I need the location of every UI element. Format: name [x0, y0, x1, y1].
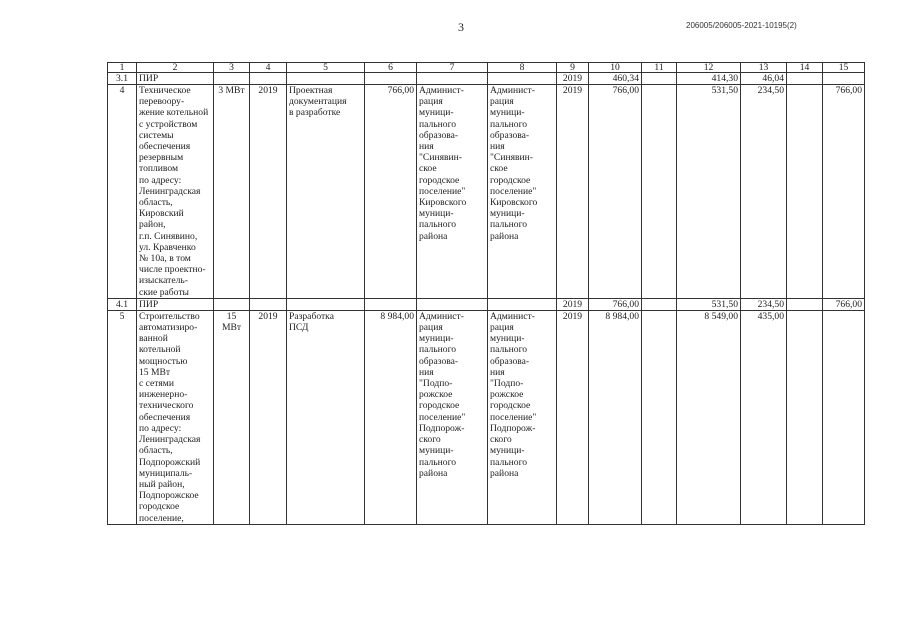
table-cell: 766,00 [589, 85, 642, 299]
table-cell: 46,04 [741, 73, 787, 85]
table-cell: 2019 [250, 310, 287, 524]
table-cell [287, 298, 365, 310]
subtotal-row [108, 73, 865, 85]
table-cell [787, 310, 823, 524]
table-cell [488, 73, 557, 85]
table-cell [417, 298, 488, 310]
table-cell [823, 73, 865, 85]
table-cell: 766,00 [823, 298, 865, 310]
table-cell: ПИР [137, 73, 214, 85]
table-cell [250, 73, 287, 85]
table-cell: Проектная документация в разработке [287, 85, 365, 299]
column-header: 15 [823, 63, 865, 73]
column-header: 7 [417, 63, 488, 73]
table-cell [365, 298, 417, 310]
table-cell: 2019 [557, 310, 589, 524]
column-header: 4 [250, 63, 287, 73]
table-row [108, 310, 865, 524]
table-cell [417, 73, 488, 85]
table-cell [642, 73, 677, 85]
table-cell [823, 310, 865, 524]
table-cell: 766,00 [823, 85, 865, 299]
table-cell: 766,00 [365, 85, 417, 299]
table-cell: 460,34 [589, 73, 642, 85]
table-cell: 3.1 [108, 73, 137, 85]
table-cell: Техническое перевоору- жение котельной с устройством системы обеспечения резервным топливом по адресу: Ленинградская область, Кировский район, г.п. Синявино, ул. Кравченко № 10а, в том числе проектно- изыскатель- ские работы [137, 85, 214, 299]
column-header: 13 [741, 63, 787, 73]
table-cell: 234,50 [741, 298, 787, 310]
document-id: 206005/206005-2021-10195(2) [686, 21, 797, 30]
table-cell: 2019 [557, 73, 589, 85]
column-header: 9 [557, 63, 589, 73]
column-header: 1 [108, 63, 137, 73]
table-cell: Админист- рация муници- пального образова- ния "Подпо- рожское городское поселение" Подпорож- ского муници- пального района [417, 310, 488, 524]
table-cell: 766,00 [589, 298, 642, 310]
table-cell [642, 298, 677, 310]
table-cell: 2019 [557, 85, 589, 299]
table-cell [642, 310, 677, 524]
column-header: 8 [488, 63, 557, 73]
table-cell [787, 85, 823, 299]
column-header: 12 [677, 63, 741, 73]
table-cell: ПИР [137, 298, 214, 310]
column-header: 10 [589, 63, 642, 73]
table-cell [250, 298, 287, 310]
table-cell: 2019 [557, 298, 589, 310]
table-cell [365, 73, 417, 85]
table-cell: 234,50 [741, 85, 787, 299]
column-header: 3 [214, 63, 250, 73]
table-cell: Админист- рация муници- пального образова- ния "Синявин- ское городское поселение" Кировского муници- пального района [417, 85, 488, 299]
table-cell: 8 549,00 [677, 310, 741, 524]
table-cell [214, 73, 250, 85]
table-cell: Разработка ПСД [287, 310, 365, 524]
column-header: 2 [137, 63, 214, 73]
table-cell: 531,50 [677, 85, 741, 299]
subtotal-row [108, 298, 865, 310]
table-cell: 8 984,00 [365, 310, 417, 524]
table-cell [488, 298, 557, 310]
table-cell: 414,30 [677, 73, 741, 85]
table-cell: 3 МВт [214, 85, 250, 299]
table-cell: 4.1 [108, 298, 137, 310]
header-row [108, 63, 865, 73]
table-cell: 8 984,00 [589, 310, 642, 524]
table-cell: Админист- рация муници- пального образова- ния "Синявин- ское городское поселение" Кировского муници- пального района [488, 85, 557, 299]
column-header: 11 [642, 63, 677, 73]
table-cell: 435,00 [741, 310, 787, 524]
table-cell: 531,50 [677, 298, 741, 310]
column-header: 5 [287, 63, 365, 73]
table-cell: Строительство автоматизиро- ванной котельной мощностью 15 МВт с сетями инженерно- технического обеспечения по адресу: Ленинградская область, Подпорожский муниципаль- ный район, Подпорожское городское поселение, [137, 310, 214, 524]
table-cell: 2019 [250, 85, 287, 299]
table-cell [642, 85, 677, 299]
table-cell: 5 [108, 310, 137, 524]
table-row [108, 85, 865, 299]
table-cell: Админист- рация муници- пального образова- ния "Подпо- рожское городское поселение" Подпорож- ского муници- пального района [488, 310, 557, 524]
table-cell [787, 298, 823, 310]
table-cell [287, 73, 365, 85]
page-number: 3 [458, 20, 464, 34]
table-cell: 15 МВт [214, 310, 250, 524]
investment-table [107, 62, 865, 525]
table-cell [787, 73, 823, 85]
table-body [108, 63, 865, 525]
column-header: 6 [365, 63, 417, 73]
table-cell: 4 [108, 85, 137, 299]
table-cell [214, 298, 250, 310]
column-header: 14 [787, 63, 823, 73]
